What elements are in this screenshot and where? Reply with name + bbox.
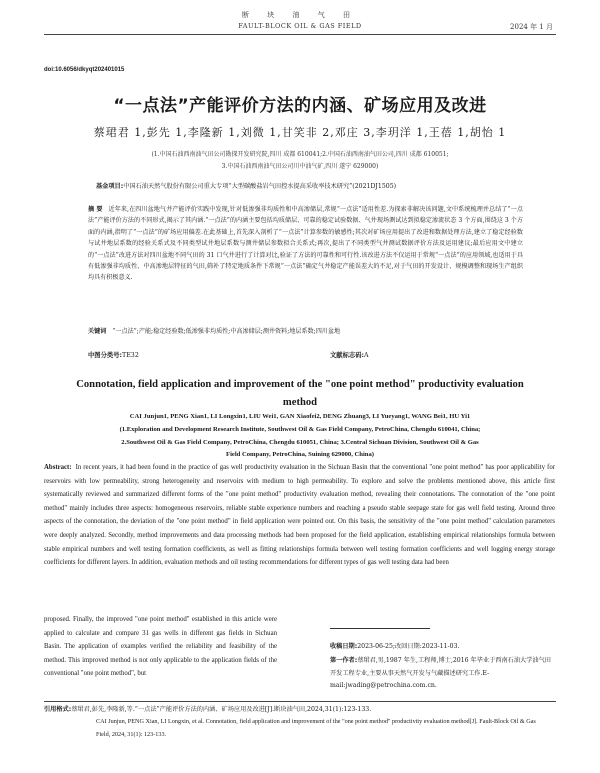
fund-text: 中国石油天然气股份有限公司重大专项“大型碳酸盐岩气田控水提高采收率技术研究”(2021DJ1505) bbox=[123, 183, 397, 190]
abstract-cn-label: 摘 要 bbox=[88, 206, 103, 213]
keywords-cn bbox=[88, 326, 523, 337]
doc-code-label: 文献标志码: bbox=[330, 352, 365, 359]
clc-number bbox=[88, 350, 139, 359]
citation-en: CAI Junjun, PENG Xian, LI Longxin, et al. Connotation, field application and improvement of the "one point method" productivity evaluation method[J]. Fault-Block Oil & Gas Field, 2024, 31(1): 123-133. bbox=[96, 718, 536, 738]
abstract-en-text: In recent years, it had been found in the practice of gas well productivity evaluation in the Sichuan Basin that the conventional "one point method" has poor applicability for reservoirs with low permeability, strong heterogeneity and reservoirs with medium to high permeability. To explore and solve the problems mentioned above, this article first systematically reviewed and summarized different forms of the "one point method" productivity evaluation method, revealing their connotations. The connotation of the "one point method" mainly includes three aspects: homogeneous reservoirs, reliable stable experience numbers and reaching a pseudo stable seepage state for gas well field testing. Around three aspects of the connotation, the deviation of the "one point method" in field application were pointed out. On this basis, the sensitivity of the "one point method" calculation parameters were deeply analyzed. Secondly, method improvements and data processing methods had been proposed for the field application, establishing empirical relationships formula between stable empirical numbers and well testing formation coefficients, as well as fitting relationships formula between well testing formation coefficients and well logging energy storage coefficients for different layers. In addition, evaluation methods and oil testing recommendations for different types of gas well testing data had been bbox=[44, 464, 555, 567]
title-en: Connotation, field application and improvement of the "one point method" productivity evaluation method bbox=[76, 379, 524, 408]
received-value: 2023-06-25;改回日期:2023-11-03. bbox=[357, 643, 460, 650]
abstract-cn-text: 近年来,在四川盆地气井产能评价实践中发现,针对低渗强非均质性和中高渗储层,常规“一点法”适用性差.为探索非解决该问题,文中系统梳理并总结了“一点法”产能评价方法的不同形式,揭示了其内涵.“一点法”的内涵主要包括均质储层、可靠的稳定试验数据、气井现场测试达到拟稳定渗流状态 3 个方面,围绕这 3 个方面的内涵,指明了“一点法”的矿场应用偏差.在此基础上,首先深入剖析了“一点法”计算参数的敏感性;其次对矿场应用提出了改进和数据处理方法,建立了稳定经验数与试井地层系数的经验关系式及不同类型试井地层系数与测井储层参数拟合关系式;再次,提出了不同类型气井测试数据评价方法及运用建议;最后应用文中建立的“一点法”改进方法对四川盆地不同气田的 31 口气井进行了计算对比,验证了方法的可靠性和可行性.该改进方法不仅运用于常规“一点法”的应用领域,也适用于具有低渗强非均质性、中高渗地层特征的气田,筛补了特定地质条件下常规“一点法”确定气井稳定产能误差大的不足,对于气田的开发设计、规模调整和现场生产组织均具有积极意义. bbox=[88, 206, 524, 282]
journal-name-cn: 断 块 油 气 田 bbox=[242, 11, 358, 19]
affiliation-en-line-1: (1.Exploration and Development Research Institute, Southwest Oil & Gas Field Company, PetroChina, Chengdu 610041, China; bbox=[119, 426, 481, 433]
clc-label: 中图分类号: bbox=[88, 352, 123, 359]
authors-en: CAI Junjun1, PENG Xian1, LI Longxin1, LIU Wei1, GAN Xiaofei2, DENG Zhuang3, LI Yueyang1, WANG Bei1, HU Yi1 bbox=[129, 413, 471, 420]
citation-cn bbox=[44, 704, 556, 717]
first-author-label: 第一作者: bbox=[330, 657, 358, 664]
doi: doi:10.6056/dkyqt202401015 bbox=[44, 67, 125, 73]
keywords-cn-text: “一点法”;产能;稳定经验数;低渗强非均质性;中高渗储层;测井资料;地层系数;四川盆地 bbox=[112, 328, 341, 335]
keywords-cn-label: 关键词 bbox=[88, 328, 107, 335]
affiliation-cn-line-2: 3.中国石油西南油气田公司川中油气矿,四川 遂宁 629000) bbox=[221, 163, 379, 170]
doc-code-value: A bbox=[364, 352, 369, 359]
abstract-en-label: Abstract: bbox=[44, 464, 72, 471]
received-date bbox=[330, 641, 556, 654]
affiliation-en-line-3: Field Company, PetroChina, Suining 629000, China) bbox=[226, 451, 374, 458]
document-code bbox=[330, 350, 369, 359]
received-label: 收稿日期: bbox=[330, 643, 358, 650]
issue-date: 2024 年 1 月 bbox=[510, 23, 553, 31]
abstract-en-continued: proposed. Finally, the improved "one point method" established in this article were applied to calculate and compare 31 gas wells in different gas fields in Sichuan Basin. The application of examples verified the reliability and feasibility of the method. This improved method is not only applicable to the application fields of the conventional "one point method", but bbox=[44, 616, 277, 678]
header-rule bbox=[44, 34, 556, 35]
citation-cn-text: 蔡珺君,彭先,李隆新,等.“一点法”产能评价方法的内涵、矿场应用及改进[J].断块油气田,2024,31(1):123-133. bbox=[71, 706, 372, 713]
first-author-text: 蔡珺君,男,1987 年生,工程师,博士,2016 年毕业于西南石油大学油气田开发工程专业,主要从事天然气开发与气藏描述研究工作.E-mail:jwading@petrochina.com.cn. bbox=[330, 657, 551, 690]
abstract-cn bbox=[88, 204, 523, 284]
fund-label: 基金项目: bbox=[96, 183, 124, 190]
first-author-note bbox=[330, 655, 556, 693]
citation-label: 引用格式: bbox=[44, 706, 72, 713]
citation-rule bbox=[44, 701, 556, 702]
footnote-rule bbox=[330, 628, 430, 629]
fund-info bbox=[96, 182, 526, 192]
abstract-en bbox=[44, 461, 555, 570]
authors-cn: 蔡珺君 1,彭先 1,李隆新 1,刘微 1,甘笑非 2,邓庄 3,李玥洋 1,王蓓 1,胡怡 1 bbox=[93, 126, 507, 139]
journal-name-en: FAULT-BLOCK OIL & GAS FIELD bbox=[238, 22, 362, 30]
title-cn: “一点法”产能评价方法的内涵、矿场应用及改进 bbox=[113, 96, 487, 116]
affiliation-cn-line-1: (1.中国石油西南油气田公司勘探开发研究院,四川 成都 610041;2.中国石油西南油气田公司,四川 成都 610051; bbox=[151, 151, 449, 158]
affiliation-en-line-2: 2.Southwest Oil & Gas Field Company, PetroChina, Chengdu 610051, China; 3.Central Sichuan Division, Southwest Oil & Gas bbox=[121, 439, 479, 446]
clc-value: TE32 bbox=[122, 352, 139, 359]
